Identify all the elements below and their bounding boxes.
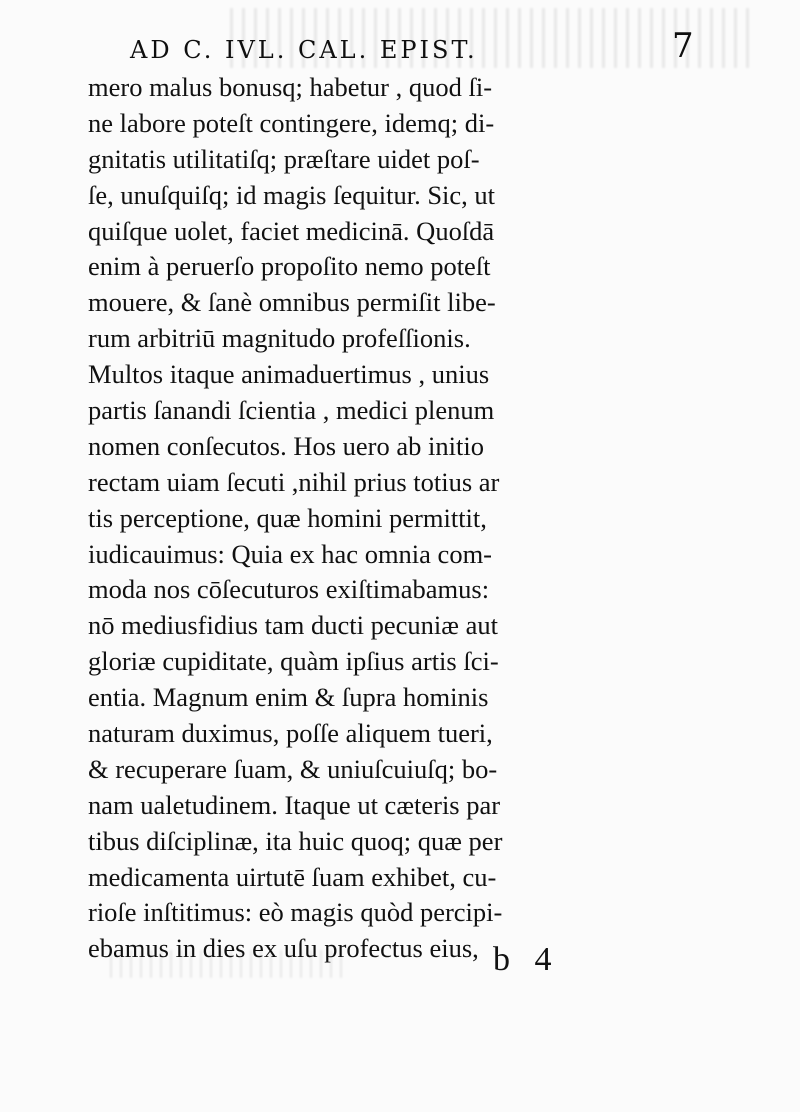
text-line: gloriæ cupiditate, quàm ipſius artis ſci- [88, 646, 499, 677]
text-line: Multos itaque animaduertimus , unius [88, 359, 490, 390]
text-line: & recuperare ſuam, & uniuſcuiuſq; bo- [88, 753, 498, 784]
text-line: tis perceptione, quæ homini permittit, [88, 502, 487, 533]
text-line: mouere, & ſanè omnibus permiſit libe- [88, 287, 496, 318]
running-head-title: AD C. IVL. CAL. EPIST. [130, 36, 478, 64]
text-line: nam ualetudinem. Itaque ut cæteris par [88, 789, 501, 820]
text-line: quiſque uolet, faciet medicinā. Quoſdā [88, 215, 495, 246]
running-head [130, 28, 650, 64]
signature-mark: b 4 [493, 941, 560, 978]
text-line: moda nos cōſecuturos exiſtimabamus: [88, 574, 490, 605]
text-line: enim à peruerſo propoſito nemo poteſt [88, 251, 491, 282]
text-line: nō mediusfidius tam ducti pecuniæ aut [88, 610, 498, 641]
text-line: entia. Magnum enim & ſupra hominis [88, 682, 489, 713]
text-line: nomen conſecutos. Hos uero ab initio [88, 430, 484, 461]
text-line: ſe, unuſquiſq; id magis ſequitur. Sic, ut [88, 179, 496, 210]
text-line: mero malus bonusq; habetur , quod ſi- [88, 72, 493, 102]
text-line: iudicauimus: Quia ex hac omnia com- [88, 538, 493, 569]
text-line: rioſe inſtitimus: eò magis quòd percipi- [88, 897, 503, 928]
text-line: rum arbitriū magnitudo profeſſionis. [88, 323, 471, 354]
text-line: gnitatis utilitatiſq; præſtare uidet poſ- [88, 143, 480, 174]
text-line: ne labore poteſt contingere, idemq; di- [88, 107, 495, 138]
text-line: tibus diſciplinæ, ita huic quoq; quæ per [88, 825, 503, 856]
text-line: medicamenta uirtutē ſuam exhibet, cu- [88, 861, 497, 892]
body-text [88, 70, 668, 967]
text-line: ebamus in dies ex uſu profectus eius, [88, 933, 479, 964]
text-line: naturam duximus, poſſe aliquem tueri, [88, 718, 493, 749]
text-line: partis ſanandi ſcientia , medici plenum [88, 395, 495, 426]
text-line: rectam uiam ſecuti ,nihil prius totius ar [88, 466, 500, 497]
page-number: 7 [672, 26, 694, 66]
